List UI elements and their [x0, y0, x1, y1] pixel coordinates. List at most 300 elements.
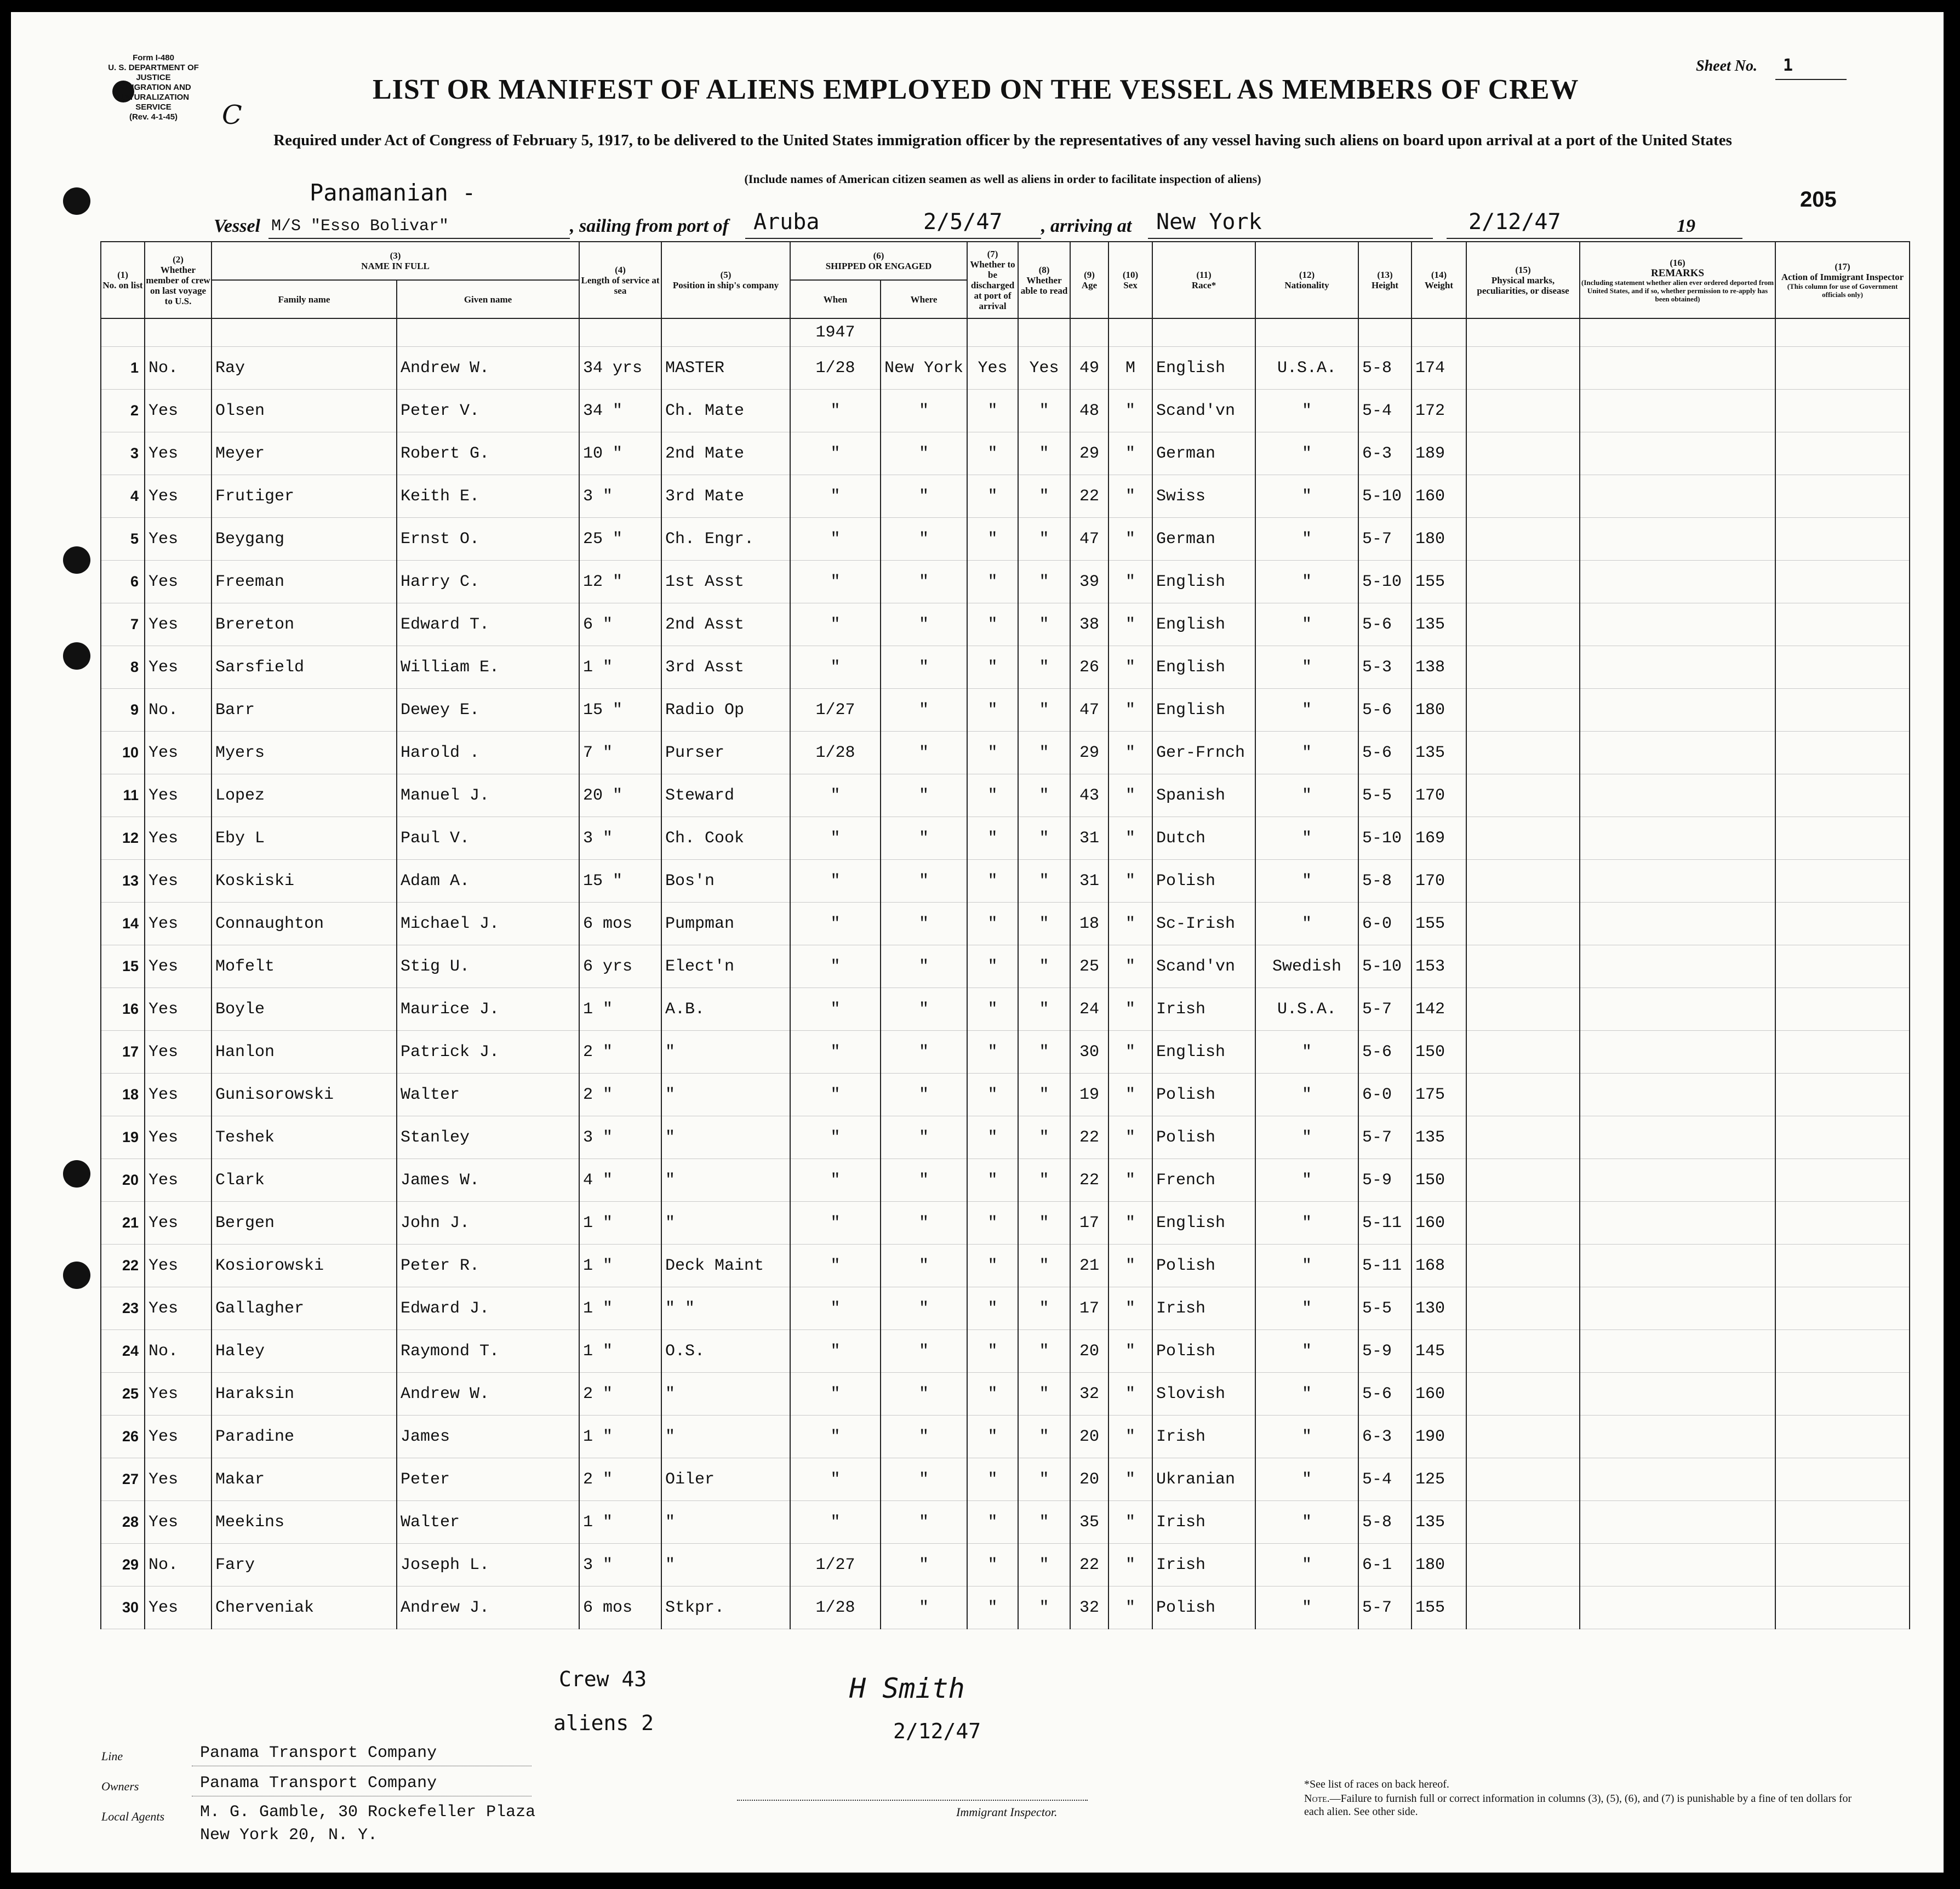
- discharged-cell: ": [967, 945, 1018, 988]
- remarks-cell: [1580, 1544, 1775, 1586]
- remarks-cell: [1580, 1159, 1775, 1202]
- sex-cell: ": [1108, 1116, 1152, 1159]
- able-to-read-cell: ": [1018, 1159, 1070, 1202]
- sex-cell: ": [1108, 1074, 1152, 1116]
- given-name-cell: Dewey E.: [397, 689, 579, 732]
- shipped-where-cell: ": [881, 1501, 967, 1544]
- nationality-cell: ": [1255, 518, 1358, 561]
- discharged-cell: ": [967, 1116, 1018, 1159]
- physical-marks-cell: [1466, 390, 1580, 432]
- revision: (Rev. 4-1-45): [129, 112, 178, 122]
- remarks-cell: [1580, 1245, 1775, 1287]
- height-cell: 5-8: [1358, 347, 1412, 390]
- shipped-when-cell: ": [790, 1287, 881, 1330]
- weight-cell: 172: [1412, 390, 1466, 432]
- race-cell: Irish: [1152, 1416, 1255, 1458]
- family-name-cell: Haraksin: [212, 1373, 397, 1416]
- given-name-cell: Walter: [397, 1501, 579, 1544]
- inspector-label: Immigrant Inspector.: [956, 1805, 1058, 1819]
- discharged-cell: ": [967, 603, 1018, 646]
- race-cell: Polish: [1152, 1074, 1255, 1116]
- crew-manifest-table: [100, 241, 1910, 1629]
- race-cell: German: [1152, 432, 1255, 475]
- remarks-cell: [1580, 817, 1775, 860]
- table-row: [101, 1245, 1910, 1287]
- col-weight: (14) Weight: [1412, 242, 1466, 318]
- punch-hole: [63, 1160, 90, 1188]
- last-voyage-cell: Yes: [145, 1501, 212, 1544]
- line-label: Line: [101, 1749, 123, 1763]
- row-number-cell: 28: [101, 1501, 145, 1544]
- height-cell: 5-7: [1358, 1586, 1412, 1629]
- discharged-cell: ": [967, 432, 1018, 475]
- service-length-cell: 34 yrs: [579, 347, 661, 390]
- able-to-read-cell: ": [1018, 1544, 1070, 1586]
- table-row: [101, 475, 1910, 518]
- sex-cell: ": [1108, 561, 1152, 603]
- shipped-where-cell: ": [881, 518, 967, 561]
- nationality-cell: ": [1255, 1159, 1358, 1202]
- col-length-of-service: (4) Length of service at sea: [579, 242, 661, 318]
- service-length-cell: 7 ": [579, 732, 661, 774]
- sex-cell: ": [1108, 860, 1152, 903]
- service-length-cell: 6 mos: [579, 903, 661, 945]
- shipped-when-cell: ": [790, 1159, 881, 1202]
- row-number-cell: 12: [101, 817, 145, 860]
- discharged-cell: ": [967, 1586, 1018, 1629]
- family-name-cell: Olsen: [212, 390, 397, 432]
- sex-cell: ": [1108, 475, 1152, 518]
- stamp-number: 205: [1800, 187, 1837, 212]
- col-race: (11) Race*: [1152, 242, 1255, 318]
- age-cell: 48: [1070, 390, 1108, 432]
- given-name-cell: Keith E.: [397, 475, 579, 518]
- last-voyage-cell: Yes: [145, 945, 212, 988]
- nationality-cell: ": [1255, 1116, 1358, 1159]
- crew-count-note: Crew 43: [559, 1667, 647, 1691]
- weight-cell: 153: [1412, 945, 1466, 988]
- physical-marks-cell: [1466, 1458, 1580, 1501]
- table-row: [101, 988, 1910, 1031]
- shipped-when-cell: 1/28: [790, 732, 881, 774]
- table-row: [101, 432, 1910, 475]
- col-remarks: (16) REMARKS (Including statement whether alien ever ordered deported from United States, and if so, whether permission to re-apply has been obtained): [1580, 242, 1775, 318]
- year-row: [101, 318, 1910, 347]
- race-cell: English: [1152, 347, 1255, 390]
- last-voyage-cell: No.: [145, 1544, 212, 1586]
- physical-marks-cell: [1466, 646, 1580, 689]
- family-name-cell: Ray: [212, 347, 397, 390]
- shipped-when-cell: ": [790, 1416, 881, 1458]
- year-label: 19: [1677, 216, 1695, 236]
- col-height: (13) Height: [1358, 242, 1412, 318]
- discharged-cell: ": [967, 475, 1018, 518]
- given-name-cell: Michael J.: [397, 903, 579, 945]
- position-cell: 2nd Mate: [661, 432, 790, 475]
- physical-marks-cell: [1466, 860, 1580, 903]
- row-number-cell: 1: [101, 347, 145, 390]
- discharged-cell: Yes: [967, 347, 1018, 390]
- discharged-cell: ": [967, 1416, 1018, 1458]
- discharged-cell: ": [967, 518, 1018, 561]
- sheet-number: [1696, 56, 1793, 75]
- sex-cell: ": [1108, 1373, 1152, 1416]
- inspector-action-cell: [1775, 860, 1910, 903]
- nationality-cell: ": [1255, 774, 1358, 817]
- last-voyage-cell: Yes: [145, 988, 212, 1031]
- inspector-action-cell: [1775, 1159, 1910, 1202]
- physical-marks-cell: [1466, 903, 1580, 945]
- last-voyage-cell: Yes: [145, 518, 212, 561]
- include-note: (Include names of American citizen seamen as well as aliens in order to facilitate inspection of aliens): [744, 172, 1261, 186]
- inspector-action-cell: [1775, 1031, 1910, 1074]
- given-name-cell: Ernst O.: [397, 518, 579, 561]
- shipped-when-cell: ": [790, 1074, 881, 1116]
- nationality-cell: U.S.A.: [1255, 988, 1358, 1031]
- height-cell: 5-10: [1358, 945, 1412, 988]
- shipped-where-cell: ": [881, 1159, 967, 1202]
- height-cell: 5-5: [1358, 774, 1412, 817]
- family-name-cell: Frutiger: [212, 475, 397, 518]
- weight-cell: 170: [1412, 860, 1466, 903]
- col-given-name: Given name: [397, 280, 579, 318]
- last-voyage-cell: Yes: [145, 475, 212, 518]
- signature-date: 2/12/47: [893, 1719, 981, 1743]
- discharged-cell: ": [967, 689, 1018, 732]
- family-name-cell: Mofelt: [212, 945, 397, 988]
- row-number-cell: 19: [101, 1116, 145, 1159]
- shipped-where-cell: ": [881, 817, 967, 860]
- family-name-cell: Gunisorowski: [212, 1074, 397, 1116]
- last-voyage-cell: Yes: [145, 817, 212, 860]
- row-number-cell: 9: [101, 689, 145, 732]
- position-cell: ": [661, 1202, 790, 1245]
- row-number-cell: 30: [101, 1586, 145, 1629]
- physical-marks-cell: [1466, 1245, 1580, 1287]
- height-cell: 5-7: [1358, 1116, 1412, 1159]
- able-to-read-cell: ": [1018, 1373, 1070, 1416]
- position-cell: O.S.: [661, 1330, 790, 1373]
- requirement-text: Required under Act of Congress of February 5, 1917, to be delivered to the United States immigration officer by the representatives of any vessel having such aliens on board upon arrival at a port of the United States: [273, 132, 1732, 149]
- last-voyage-cell: Yes: [145, 1458, 212, 1501]
- able-to-read-cell: ": [1018, 774, 1070, 817]
- fine-note: [1304, 1792, 1858, 1818]
- sheet-value: 1: [1783, 56, 1793, 75]
- service-length-cell: 4 ": [579, 1159, 661, 1202]
- note-label: Note.: [1304, 1793, 1330, 1805]
- agents-value: M. G. Gamble, 30 Rockefeller Plaza: [200, 1803, 536, 1822]
- weight-cell: 142: [1412, 988, 1466, 1031]
- row-number-cell: 13: [101, 860, 145, 903]
- nationality-cell: ": [1255, 860, 1358, 903]
- table-row: [101, 1074, 1910, 1116]
- shipped-when-cell: ": [790, 1458, 881, 1501]
- able-to-read-cell: Yes: [1018, 347, 1070, 390]
- position-cell: ": [661, 1544, 790, 1586]
- inspector-action-cell: [1775, 432, 1910, 475]
- service-length-cell: 2 ": [579, 1373, 661, 1416]
- punch-hole: [63, 642, 90, 670]
- able-to-read-cell: ": [1018, 1202, 1070, 1245]
- last-voyage-cell: Yes: [145, 1245, 212, 1287]
- able-to-read-cell: ": [1018, 1245, 1070, 1287]
- height-cell: 5-4: [1358, 1458, 1412, 1501]
- inspector-action-cell: [1775, 988, 1910, 1031]
- family-name-cell: Boyle: [212, 988, 397, 1031]
- last-voyage-cell: No.: [145, 1330, 212, 1373]
- family-name-cell: Freeman: [212, 561, 397, 603]
- race-cell: German: [1152, 518, 1255, 561]
- shipped-when-cell: ": [790, 1116, 881, 1159]
- family-name-cell: Paradine: [212, 1416, 397, 1458]
- service-length-cell: 6 ": [579, 603, 661, 646]
- position-cell: Steward: [661, 774, 790, 817]
- age-cell: 17: [1070, 1287, 1108, 1330]
- position-cell: ": [661, 1416, 790, 1458]
- discharged-cell: ": [967, 1501, 1018, 1544]
- height-cell: 5-6: [1358, 1373, 1412, 1416]
- shipped-when-cell: ": [790, 475, 881, 518]
- given-name-cell: Edward J.: [397, 1287, 579, 1330]
- inspector-action-cell: [1775, 1116, 1910, 1159]
- agents-label: Local Agents: [101, 1810, 165, 1823]
- discharged-cell: ": [967, 1330, 1018, 1373]
- age-cell: 20: [1070, 1416, 1108, 1458]
- col-age: (9) Age: [1070, 242, 1108, 318]
- age-cell: 19: [1070, 1074, 1108, 1116]
- discharged-cell: ": [967, 1287, 1018, 1330]
- inspector-action-cell: [1775, 774, 1910, 817]
- remarks-cell: [1580, 1287, 1775, 1330]
- remarks-cell: [1580, 603, 1775, 646]
- physical-marks-cell: [1466, 432, 1580, 475]
- year-underline: [1671, 238, 1742, 239]
- position-cell: Ch. Mate: [661, 390, 790, 432]
- shipped-when-cell: ": [790, 561, 881, 603]
- weight-cell: 174: [1412, 347, 1466, 390]
- table-row: [101, 561, 1910, 603]
- age-cell: 20: [1070, 1330, 1108, 1373]
- remarks-cell: [1580, 860, 1775, 903]
- shipped-where-cell: ": [881, 646, 967, 689]
- col-where: Where: [881, 280, 967, 318]
- shipped-when-cell: 1/27: [790, 689, 881, 732]
- height-cell: 6-3: [1358, 432, 1412, 475]
- position-cell: Ch. Cook: [661, 817, 790, 860]
- physical-marks-cell: [1466, 1074, 1580, 1116]
- service-length-cell: 25 ": [579, 518, 661, 561]
- inspector-action-cell: [1775, 903, 1910, 945]
- race-cell: French: [1152, 1159, 1255, 1202]
- age-cell: 47: [1070, 689, 1108, 732]
- height-cell: 5-9: [1358, 1330, 1412, 1373]
- age-cell: 24: [1070, 988, 1108, 1031]
- physical-marks-cell: [1466, 945, 1580, 988]
- age-cell: 35: [1070, 1501, 1108, 1544]
- family-name-cell: Barr: [212, 689, 397, 732]
- physical-marks-cell: [1466, 518, 1580, 561]
- table-row: [101, 945, 1910, 988]
- height-cell: 6-3: [1358, 1416, 1412, 1458]
- inspector-action-cell: [1775, 1287, 1910, 1330]
- height-cell: 5-6: [1358, 732, 1412, 774]
- table-row: [101, 646, 1910, 689]
- nationality-cell: ": [1255, 1245, 1358, 1287]
- table-row: [101, 732, 1910, 774]
- weight-cell: 138: [1412, 646, 1466, 689]
- service-length-cell: 3 ": [579, 817, 661, 860]
- remarks-cell: [1580, 1031, 1775, 1074]
- position-cell: ": [661, 1031, 790, 1074]
- remarks-cell: [1580, 732, 1775, 774]
- sex-cell: ": [1108, 1501, 1152, 1544]
- remarks-cell: [1580, 774, 1775, 817]
- given-name-cell: Adam A.: [397, 860, 579, 903]
- table-row: [101, 1416, 1910, 1458]
- inspector-action-cell: [1775, 689, 1910, 732]
- service-length-cell: 1 ": [579, 1202, 661, 1245]
- able-to-read-cell: ": [1018, 817, 1070, 860]
- last-voyage-cell: Yes: [145, 1287, 212, 1330]
- physical-marks-cell: [1466, 732, 1580, 774]
- inspector-action-cell: [1775, 646, 1910, 689]
- age-cell: 30: [1070, 1031, 1108, 1074]
- physical-marks-cell: [1466, 774, 1580, 817]
- discharged-cell: ": [967, 1202, 1018, 1245]
- shipped-where-cell: ": [881, 945, 967, 988]
- remarks-cell: [1580, 1373, 1775, 1416]
- col-last-voyage: (2) Whether member of crew on last voyage to U.S.: [145, 242, 212, 318]
- year-value: 1947: [790, 318, 881, 347]
- last-voyage-cell: Yes: [145, 603, 212, 646]
- age-cell: 29: [1070, 732, 1108, 774]
- last-voyage-cell: Yes: [145, 1416, 212, 1458]
- given-name-cell: Stig U.: [397, 945, 579, 988]
- race-cell: Scand'vn: [1152, 945, 1255, 988]
- remarks-cell: [1580, 1202, 1775, 1245]
- inspector-action-cell: [1775, 475, 1910, 518]
- row-number-cell: 20: [101, 1159, 145, 1202]
- shipped-when-cell: ": [790, 1245, 881, 1287]
- able-to-read-cell: ": [1018, 1031, 1070, 1074]
- service-length-cell: 1 ": [579, 1287, 661, 1330]
- col-number: (1) No. on list: [101, 242, 145, 318]
- table-row: [101, 603, 1910, 646]
- inspector-action-cell: [1775, 1330, 1910, 1373]
- punch-hole: [63, 187, 90, 215]
- nationality-cell: U.S.A.: [1255, 347, 1358, 390]
- given-name-cell: James W.: [397, 1159, 579, 1202]
- vessel-name: M/S "Esso Bolivar": [271, 217, 449, 236]
- table-row: [101, 860, 1910, 903]
- family-name-cell: Bergen: [212, 1202, 397, 1245]
- vessel-flag: Panamanian -: [310, 179, 476, 206]
- given-name-cell: Joseph L.: [397, 1544, 579, 1586]
- shipped-where-cell: ": [881, 860, 967, 903]
- shipped-where-cell: ": [881, 603, 967, 646]
- col-sex: (10) Sex: [1108, 242, 1152, 318]
- shipped-where-cell: ": [881, 1586, 967, 1629]
- age-cell: 22: [1070, 1544, 1108, 1586]
- able-to-read-cell: ": [1018, 603, 1070, 646]
- row-number-cell: 17: [101, 1031, 145, 1074]
- shipped-when-cell: ": [790, 1031, 881, 1074]
- given-name-cell: Harold .: [397, 732, 579, 774]
- sex-cell: ": [1108, 1245, 1152, 1287]
- given-name-cell: Manuel J.: [397, 774, 579, 817]
- position-cell: Ch. Engr.: [661, 518, 790, 561]
- sex-cell: ": [1108, 1159, 1152, 1202]
- sheet-underline: [1775, 79, 1847, 80]
- shipped-where-cell: ": [881, 1287, 967, 1330]
- inspector-action-cell: [1775, 1544, 1910, 1586]
- discharged-cell: ": [967, 646, 1018, 689]
- nationality-cell: ": [1255, 1330, 1358, 1373]
- remarks-cell: [1580, 1586, 1775, 1629]
- given-name-cell: Andrew W.: [397, 1373, 579, 1416]
- punch-hole: [63, 546, 90, 574]
- table-row: [101, 817, 1910, 860]
- shipped-when-cell: ": [790, 945, 881, 988]
- physical-marks-cell: [1466, 1416, 1580, 1458]
- inspector-signature: H Smith: [849, 1673, 965, 1704]
- form-reference: [101, 53, 205, 122]
- position-cell: ": [661, 1116, 790, 1159]
- age-cell: 39: [1070, 561, 1108, 603]
- family-name-cell: Brereton: [212, 603, 397, 646]
- weight-cell: 135: [1412, 1116, 1466, 1159]
- service-length-cell: 3 ": [579, 1116, 661, 1159]
- family-name-cell: Fary: [212, 1544, 397, 1586]
- discharged-cell: ": [967, 774, 1018, 817]
- row-number-cell: 24: [101, 1330, 145, 1373]
- physical-marks-cell: [1466, 561, 1580, 603]
- sex-cell: ": [1108, 1031, 1152, 1074]
- table-row: [101, 1458, 1910, 1501]
- sex-cell: ": [1108, 1202, 1152, 1245]
- physical-marks-cell: [1466, 817, 1580, 860]
- position-cell: Stkpr.: [661, 1586, 790, 1629]
- inspector-action-cell: [1775, 1586, 1910, 1629]
- sex-cell: ": [1108, 1544, 1152, 1586]
- able-to-read-cell: ": [1018, 475, 1070, 518]
- family-name-cell: Makar: [212, 1458, 397, 1501]
- race-cell: Polish: [1152, 1330, 1255, 1373]
- service-length-cell: 1 ": [579, 646, 661, 689]
- table-row: [101, 1031, 1910, 1074]
- table-row: [101, 1116, 1910, 1159]
- discharged-cell: ": [967, 988, 1018, 1031]
- shipped-when-cell: 1/27: [790, 1544, 881, 1586]
- position-cell: Radio Op: [661, 689, 790, 732]
- physical-marks-cell: [1466, 603, 1580, 646]
- physical-marks-cell: [1466, 1330, 1580, 1373]
- shipped-where-cell: ": [881, 1416, 967, 1458]
- sheet-label: Sheet No.: [1696, 58, 1757, 75]
- race-cell: Ukranian: [1152, 1458, 1255, 1501]
- last-voyage-cell: Yes: [145, 732, 212, 774]
- weight-cell: 135: [1412, 732, 1466, 774]
- age-cell: 20: [1070, 1458, 1108, 1501]
- given-name-cell: Walter: [397, 1074, 579, 1116]
- age-cell: 26: [1070, 646, 1108, 689]
- age-cell: 32: [1070, 1373, 1108, 1416]
- position-cell: ": [661, 1501, 790, 1544]
- table-row: [101, 1373, 1910, 1416]
- row-number-cell: 4: [101, 475, 145, 518]
- remarks-cell: [1580, 945, 1775, 988]
- service: IMMIGRATION AND NATURALIZATION SERVICE: [116, 83, 191, 112]
